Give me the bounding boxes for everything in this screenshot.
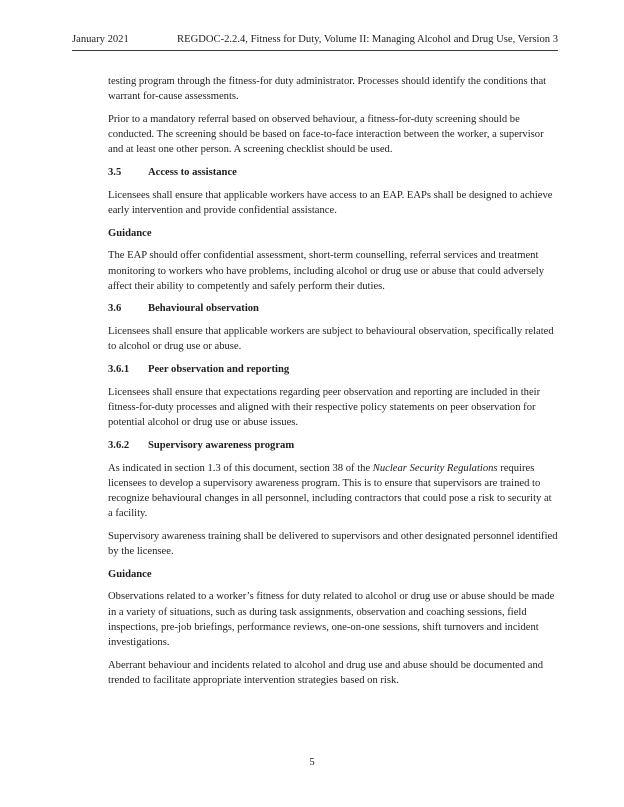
section-heading-3-6-2	[108, 438, 558, 453]
paragraph-text-run: As indicated in section 1.3 of this document, section 38 of the	[108, 462, 373, 474]
section-heading-3-6	[108, 301, 558, 316]
paragraph-peer-observation: Licensees shall ensure that expectations regarding peer observation and reporting are included in their fitness-for-duty processes and aligned with their respective policy statements on peer observation for potential alcohol or drug use or abuse issues.	[108, 386, 541, 429]
section-title: Peer observation and reporting	[148, 364, 290, 376]
header-document-title: REGDOC-2.2.4, Fitness for Duty, Volume II: Managing Alcohol and Drug Use, Version 3	[177, 34, 558, 45]
section-number: 3.6.1	[108, 364, 130, 376]
section-number: 3.6.2	[108, 439, 130, 451]
section-title: Behavioural observation	[148, 303, 259, 315]
paragraph-observation-situations: Observations related to a worker’s fitness for duty related to alcohol or drug use or abuse should be made in a variety of situations, such as during task assignments, observation and coaching sessions, field inspections, pre-job briefings, performance reviews, one-on-one sessions, shift turnovers and incident investigations.	[108, 591, 555, 649]
paragraph-eap-services: The EAP should offer confidential assessment, short-term counselling, referral services and treatment monitoring to workers who have problems, including alcohol or drug use or abuse that could adversely affect their ability to competently and safely perform their duties.	[108, 250, 545, 292]
paragraph-mandatory-referral: Prior to a mandatory referral based on observed behaviour, a fitness-for-duty screening should be conducted. The screening should be based on face-to-face interaction between the worker, a supervisor and at least one other person. A screening checklist should be used.	[108, 113, 544, 156]
document-body	[108, 74, 558, 696]
section-title: Access to assistance	[148, 167, 237, 179]
page-footer	[0, 755, 624, 770]
paragraph-behavioural-observation: Licensees shall ensure that applicable workers are subject to behavioural observation, specifically related to alcohol or drug use or abuse.	[108, 326, 554, 353]
guidance-label-2: Guidance	[108, 568, 152, 580]
paragraph-eap-access: Licensees shall ensure that applicable workers have access to an EAP. EAPs shall be designed to achieve early intervention and provide confidential assistance.	[108, 189, 553, 216]
paragraph-nuclear-security-regulations	[108, 461, 558, 522]
guidance-label-1: Guidance	[108, 227, 152, 239]
section-heading-3-5	[108, 165, 558, 180]
header-date: January 2021	[72, 34, 129, 45]
section-number: 3.6	[108, 303, 122, 315]
section-title: Supervisory awareness program	[148, 439, 295, 451]
paragraph-aberrant-behaviour: Aberrant behaviour and incidents related to alcohol and drug use and abuse should be documented and trended to facilitate appropriate intervention strategies based on risk.	[108, 659, 544, 686]
italic-citation: Nuclear Security Regulations	[372, 462, 498, 474]
section-number: 3.5	[108, 167, 122, 179]
paragraph-text-run: requires licensees to develop a supervisory awareness program. This is to ensure that supervisors are trained to recognize behavioural changes in all personnel, including contractors that could pose a risk to security at a facility.	[108, 462, 552, 520]
paragraph-supervisory-training: Supervisory awareness training shall be delivered to supervisors and other designated personnel identified by the licensee.	[108, 530, 558, 558]
page-header	[72, 33, 558, 51]
paragraph-testing-program: testing program through the fitness-for duty administrator. Processes should identify the conditions that warrant for-cause assessments.	[108, 76, 547, 103]
page-number: 5	[309, 757, 315, 768]
section-heading-3-6-1	[108, 362, 558, 377]
